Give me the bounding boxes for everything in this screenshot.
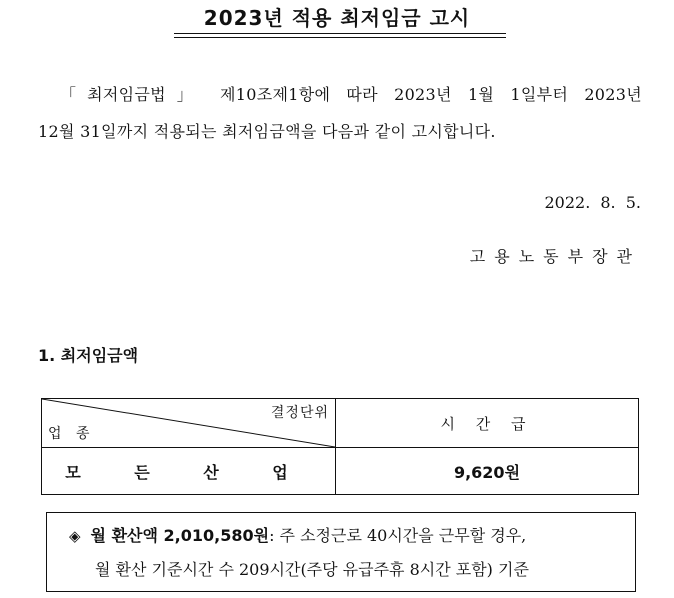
notice-paragraph xyxy=(38,76,642,150)
section-heading: 1. 최저임금액 xyxy=(38,346,139,365)
table-header-row xyxy=(42,399,639,448)
paragraph-line-1: 「최저임금법」 제10조제1항에 따라 2023년 1월 1일부터 2023년 xyxy=(60,85,642,104)
issuer-name: 고용노동부장관 xyxy=(469,247,641,266)
diagonal-header-cell xyxy=(42,399,336,448)
notice-date: 2022. 8. 5. xyxy=(544,193,641,212)
header-industry: 업 종 xyxy=(48,426,95,442)
industry-cell: 모 든 산 업 xyxy=(42,448,336,495)
hourly-wage-cell: 9,620원 xyxy=(336,448,639,495)
header-hourly: 시 간 급 xyxy=(336,399,639,448)
note-line-1 xyxy=(69,523,631,546)
paragraph-line-2: 12월 31일까지 적용되는 최저임금액을 다음과 같이 고시합니다. xyxy=(38,122,496,141)
note-line-2: 월 환산 기준시간 수 209시간(주당 유급주휴 8시간 포함) 기준 xyxy=(95,560,529,579)
header-unit: 결정단위 xyxy=(270,405,329,421)
notice-title: 2023년 적용 최저임금 고시 xyxy=(203,6,471,30)
title-underline-thin xyxy=(174,37,506,38)
title-underline xyxy=(174,33,506,34)
monthly-conversion-note xyxy=(46,512,636,592)
diamond-bullet-icon: ◈ xyxy=(69,527,81,545)
table-row xyxy=(42,448,639,495)
note-line-1-rest: : 주 소정근로 40시간을 근무할 경우, xyxy=(269,526,527,545)
minimum-wage-table xyxy=(41,398,639,495)
monthly-amount-label: 월 환산액 2,010,580원 xyxy=(90,526,270,545)
